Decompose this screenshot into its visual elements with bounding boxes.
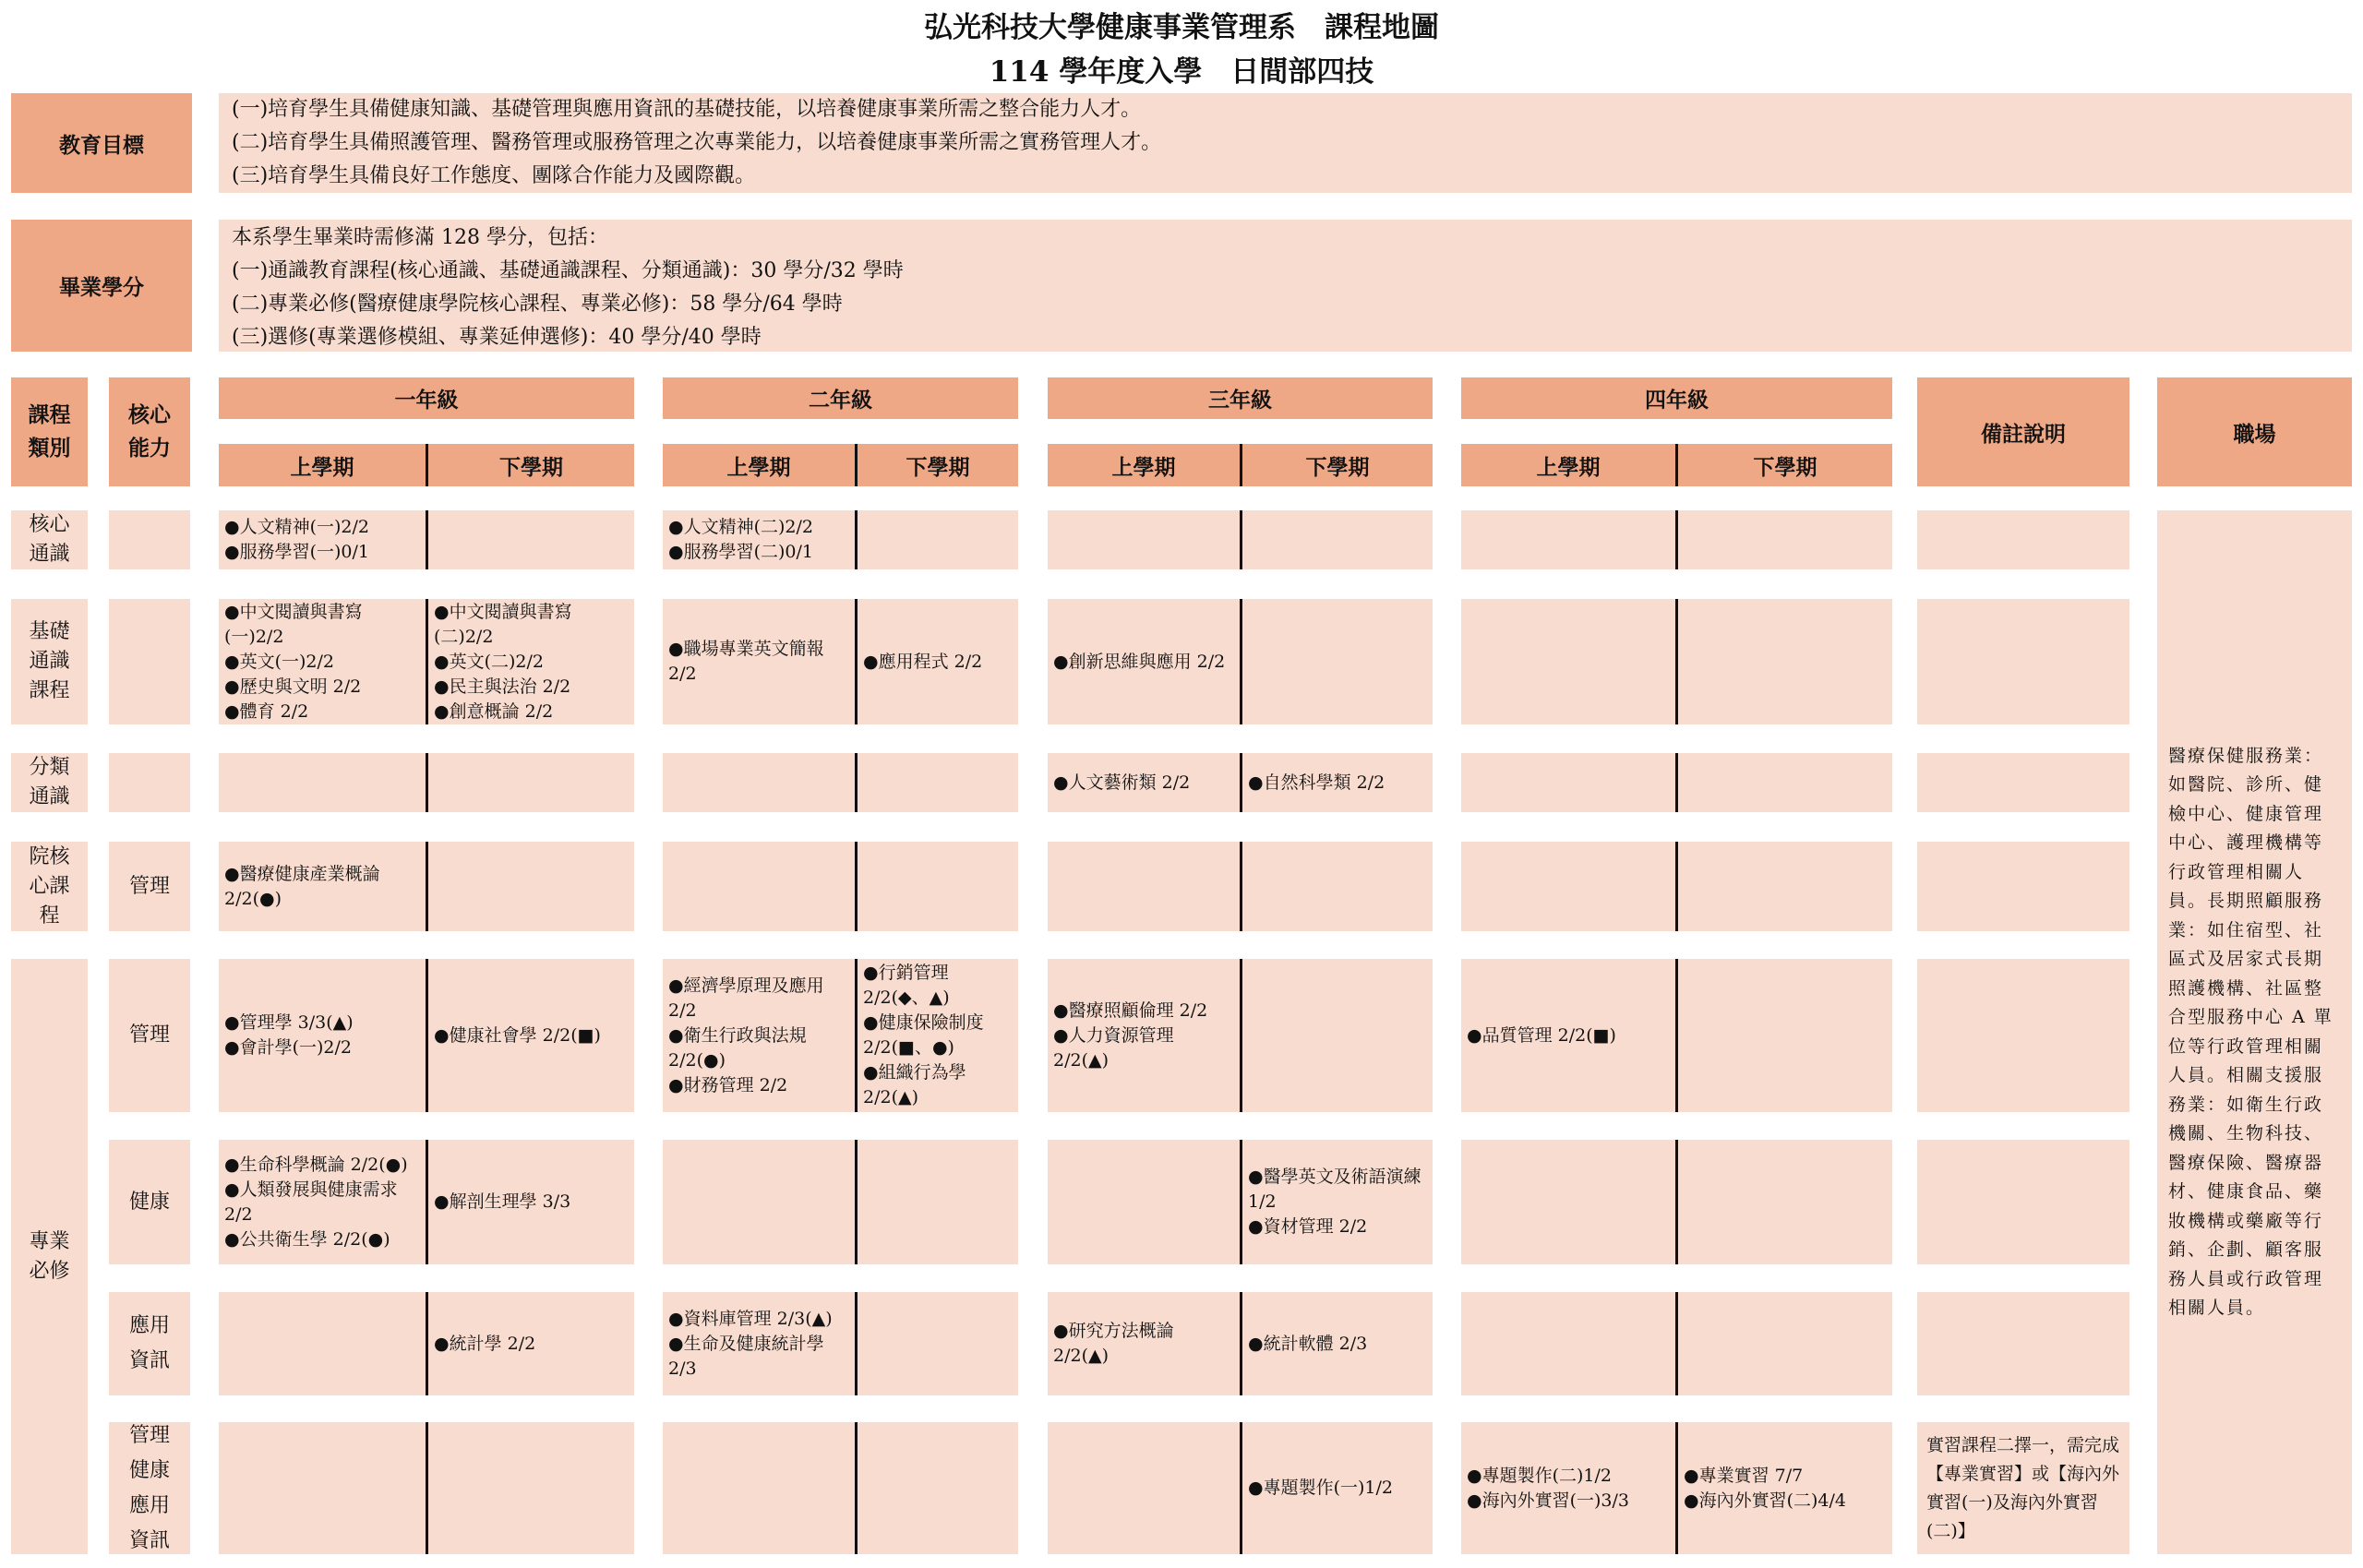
course-item: ●行銷管理 2/2(◆、▲)	[863, 963, 950, 1008]
semester-divider	[1240, 753, 1242, 812]
course-cell-r7-c7	[1678, 1292, 1892, 1395]
semester-divider	[855, 510, 858, 569]
header-y1-sem1: 上學期	[219, 444, 426, 486]
semester-divider	[855, 444, 858, 486]
course-cell-r3-c3	[858, 753, 1018, 812]
course-cell-r5-c2	[663, 959, 855, 1112]
course-cell-r7-c5	[1242, 1292, 1433, 1395]
course-item: ●資材管理 2/2	[1248, 1216, 1368, 1237]
semester-divider	[1675, 753, 1678, 812]
course-cell-r8-c6	[1461, 1422, 1675, 1554]
course-item: ●中文閱讀與書寫(一)2/2	[224, 601, 363, 647]
semester-divider	[1240, 1140, 1242, 1264]
semester-divider	[426, 959, 428, 1112]
course-cell-r3-c0	[219, 753, 426, 812]
course-item: ●統計學 2/2	[434, 1333, 536, 1354]
course-cell-r7-c4	[1048, 1292, 1240, 1395]
course-item: ●組織行為學 2/2(▲)	[863, 1062, 966, 1107]
course-cell-r6-c0	[219, 1140, 426, 1264]
page-subtitle: 114 學年度入學 日間部四技	[989, 55, 1374, 89]
course-cell-r1-c4	[1048, 510, 1240, 569]
semester-divider	[426, 842, 428, 931]
credit-line: (二)專業必修(醫療健康學院核心課程、專業必修)：58 學分/64 學時	[232, 293, 843, 316]
course-cell-r3-c5	[1242, 753, 1433, 812]
course-cell-r6-c7	[1678, 1140, 1892, 1264]
course-cell-r1-c5	[1242, 510, 1433, 569]
course-cell-r5-c6	[1461, 959, 1675, 1112]
course-cell-r1-c2	[663, 510, 855, 569]
semester-divider	[426, 444, 428, 486]
semester-divider	[1675, 510, 1678, 569]
semester-divider	[426, 510, 428, 569]
header-notes: 備註說明	[1917, 377, 2129, 486]
course-cell-r5-c1	[428, 959, 634, 1112]
semester-divider	[426, 1292, 428, 1395]
course-cell-r1-c1	[428, 510, 634, 569]
semester-divider	[426, 1140, 428, 1264]
course-item: ●體育 2/2	[224, 700, 309, 722]
page-title: 弘光科技大學健康事業管理系 課程地圖	[924, 11, 1439, 44]
course-item: ●健康社會學 2/2(■)	[434, 1024, 601, 1046]
course-item: ●品質管理 2/2(■)	[1467, 1024, 1616, 1046]
semester-divider	[1240, 842, 1242, 931]
course-cell-r2-c1	[428, 599, 634, 724]
course-cell-r1-c6	[1461, 510, 1675, 569]
course-item: ●會計學(一)2/2	[224, 1037, 352, 1058]
semester-divider	[1675, 959, 1678, 1112]
course-cell-r6-c5	[1242, 1140, 1433, 1264]
course-cell-r4-c6	[1461, 842, 1675, 931]
credits-label: 畢業學分	[11, 220, 192, 352]
course-cell-r5-c5	[1242, 959, 1433, 1112]
course-item: ●管理學 3/3(▲)	[224, 1012, 354, 1033]
course-item: ●服務學習(二)0/1	[668, 542, 813, 562]
course-cell-r8-c5	[1242, 1422, 1433, 1554]
note-cell	[1917, 842, 2129, 931]
course-item: ●人類發展與健康需求 2/2	[224, 1179, 398, 1225]
ability-health: 健康	[109, 1140, 190, 1264]
semester-divider	[426, 1422, 428, 1554]
header-y3-sem2: 下學期	[1242, 444, 1433, 486]
course-cell-r5-c3	[858, 959, 1018, 1112]
category-core-general: 核心通識	[11, 510, 88, 569]
course-cell-r8-c4	[1048, 1422, 1240, 1554]
course-cell-r7-c2	[663, 1292, 855, 1395]
header-y1-sem2: 下學期	[428, 444, 634, 486]
header-category: 課程類別	[11, 377, 88, 486]
course-cell-r7-c0	[219, 1292, 426, 1395]
semester-divider	[855, 1292, 858, 1395]
course-cell-r1-c3	[858, 510, 1018, 569]
course-item: ●英文(一)2/2	[224, 651, 334, 672]
course-item: ●專業實習 7/7	[1684, 1465, 1804, 1486]
course-item: ●民主與法治 2/2	[434, 676, 571, 697]
course-cell-r7-c1	[428, 1292, 634, 1395]
course-item: ●衛生行政與法規 2/2(●)	[668, 1024, 807, 1071]
course-item: ●公共衛生學 2/2(●)	[224, 1228, 390, 1250]
course-item: ●人力資源管理 2/2(▲)	[1053, 1024, 1174, 1071]
course-item: ●資料庫管理 2/3(▲)	[668, 1308, 833, 1329]
ability-management: 管理	[109, 959, 190, 1112]
course-cell-r2-c5	[1242, 599, 1433, 724]
semester-divider	[426, 753, 428, 812]
course-item: ●職場專業英文簡報 2/2	[668, 639, 824, 684]
semester-divider	[1675, 842, 1678, 931]
semester-divider	[1675, 1140, 1678, 1264]
semester-divider	[1240, 959, 1242, 1112]
semester-divider	[1240, 1422, 1242, 1554]
header-y4-sem1: 上學期	[1461, 444, 1675, 486]
course-item: ●創新思維與應用 2/2	[1053, 651, 1226, 672]
course-item: ●醫療健康產業概論 2/2(●)	[224, 863, 380, 909]
course-cell-r4-c0	[219, 842, 426, 931]
semester-divider	[1675, 444, 1678, 486]
course-cell-r4-c4	[1048, 842, 1240, 931]
semester-divider	[855, 753, 858, 812]
course-cell-r3-c4	[1048, 753, 1240, 812]
semester-divider	[1240, 1292, 1242, 1395]
course-cell-r8-c2	[663, 1422, 855, 1554]
category-college-core: 院核心課程	[11, 842, 88, 931]
semester-divider	[1675, 1292, 1678, 1395]
course-item: ●海內外實習(一)3/3	[1467, 1490, 1629, 1511]
course-cell-r7-c6	[1461, 1292, 1675, 1395]
course-cell-r4-c3	[858, 842, 1018, 931]
course-cell-r1-c0	[219, 510, 426, 569]
course-item: ●歷史與文明 2/2	[224, 676, 362, 697]
category-basic-general: 基礎通識課程	[11, 599, 88, 724]
course-item: ●海內外實習(二)4/4	[1684, 1490, 1846, 1511]
course-item: ●人文精神(二)2/2	[668, 517, 813, 537]
note-internship: 實習課程二擇一，需完成【專業實習】或【海內外實習(一)及海內外實習(二)】	[1917, 1422, 2129, 1554]
objective-line: (二)培育學生具備照護管理、醫務管理或服務管理之次專業能力，以培養健康事業所需之實務管理人才。	[232, 131, 1162, 154]
course-cell-r5-c7	[1678, 959, 1892, 1112]
category-classified-general: 分類通識	[11, 753, 88, 812]
course-cell-r3-c2	[663, 753, 855, 812]
objectives-box	[219, 93, 2352, 193]
semester-divider	[855, 959, 858, 1112]
course-cell-r5-c0	[219, 959, 426, 1112]
course-cell-r6-c1	[428, 1140, 634, 1264]
header-ability: 核心能力	[109, 377, 190, 486]
course-cell-r6-c4	[1048, 1140, 1240, 1264]
semester-divider	[1240, 599, 1242, 724]
course-cell-r2-c0	[219, 599, 426, 724]
course-cell-r2-c7	[1678, 599, 1892, 724]
header-y2-sem2: 下學期	[858, 444, 1018, 486]
note-cell	[1917, 753, 2129, 812]
semester-divider	[1240, 510, 1242, 569]
header-y4-sem2: 下學期	[1678, 444, 1892, 486]
note-cell	[1917, 599, 2129, 724]
course-item: ●人文藝術類 2/2	[1053, 772, 1191, 793]
course-cell-r5-c4	[1048, 959, 1240, 1112]
course-cell-r2-c3	[858, 599, 1018, 724]
header-year-1: 一年級	[219, 377, 634, 419]
course-cell-r1-c7	[1678, 510, 1892, 569]
course-cell-r4-c2	[663, 842, 855, 931]
workplace-description: 醫療保健服務業：如醫院、診所、健檢中心、健康管理中心、護理機構等行政管理相關人員。長期照顧服務業：如住宿型、社區式及居家式長期照護機構、社區整合型服務中心 A 單位等行政管理相關人員。相關支援服務業：如衛生行政機關、生物科技、醫療保險、醫療器材、健康食品、藥妝機構或藥廠等行銷、企劃、顧客服務人員或行政管理相關人員。	[2157, 510, 2352, 1554]
ability-empty	[109, 599, 190, 724]
objectives-label: 教育目標	[11, 93, 192, 193]
course-item: ●統計軟體 2/3	[1248, 1333, 1368, 1354]
course-item: ●醫療照顧倫理 2/2	[1053, 999, 1208, 1021]
header-y2-sem1: 上學期	[663, 444, 855, 486]
header-workplace: 職場	[2157, 377, 2352, 486]
course-cell-r2-c2	[663, 599, 855, 724]
course-cell-r8-c7	[1678, 1422, 1892, 1554]
semester-divider	[1675, 1422, 1678, 1554]
course-cell-r3-c1	[428, 753, 634, 812]
course-cell-r6-c6	[1461, 1140, 1675, 1264]
semester-divider	[426, 599, 428, 724]
note-cell	[1917, 959, 2129, 1112]
objective-line: (三)培育學生具備良好工作態度、團隊合作能力及國際觀。	[232, 164, 756, 187]
course-cell-r7-c3	[858, 1292, 1018, 1395]
course-cell-r2-c6	[1461, 599, 1675, 724]
course-cell-r4-c5	[1242, 842, 1433, 931]
course-item: ●解剖生理學 3/3	[434, 1191, 571, 1212]
header-y3-sem1: 上學期	[1048, 444, 1240, 486]
credit-line: (一)通識教育課程(核心通識、基礎通識課程、分類通識)：30 學分/32 學時	[232, 259, 904, 282]
semester-divider	[855, 1140, 858, 1264]
course-item: ●財務管理 2/2	[668, 1074, 788, 1095]
ability-empty	[109, 753, 190, 812]
course-cell-r8-c3	[858, 1422, 1018, 1554]
header-year-2: 二年級	[663, 377, 1018, 419]
note-cell	[1917, 1140, 2129, 1264]
note-cell	[1917, 510, 2129, 569]
course-item: ●研究方法概論 2/2(▲)	[1053, 1321, 1174, 1366]
credits-box	[219, 220, 2352, 352]
course-cell-r4-c1	[428, 842, 634, 931]
credit-line: 本系學生畢業時需修滿 128 學分，包括：	[232, 226, 608, 249]
objective-line: (一)培育學生具備健康知識、基礎管理與應用資訊的基礎技能，以培養健康事業所需之整合能力人才。	[232, 98, 1142, 121]
ability-empty	[109, 510, 190, 569]
header-year-4: 四年級	[1461, 377, 1892, 419]
semester-divider	[1675, 599, 1678, 724]
course-item: ●經濟學原理及應用 2/2	[668, 975, 824, 1021]
course-cell-r4-c7	[1678, 842, 1892, 931]
ability-integrated: 管理健康應用資訊	[109, 1422, 190, 1554]
ability-applied-it: 應用資訊	[109, 1292, 190, 1395]
course-item: ●自然科學類 2/2	[1248, 772, 1385, 793]
credit-line: (三)選修(專業選修模組、專業延伸選修)：40 學分/40 學時	[232, 326, 762, 349]
note-cell	[1917, 1292, 2129, 1395]
course-cell-r3-c7	[1678, 753, 1892, 812]
course-item: ●人文精神(一)2/2	[224, 517, 369, 537]
course-item: ●醫學英文及術語演練 1/2	[1248, 1167, 1421, 1212]
course-item: ●英文(二)2/2	[434, 651, 544, 672]
course-item: ●專題製作(二)1/2	[1467, 1465, 1612, 1486]
course-item: ●專題製作(一)1/2	[1248, 1478, 1393, 1498]
course-item: ●應用程式 2/2	[863, 651, 983, 672]
semester-divider	[855, 842, 858, 931]
course-cell-r8-c1	[428, 1422, 634, 1554]
course-item: ●生命及健康統計學 2/3	[668, 1333, 824, 1379]
course-item: ●健康保險制度 2/2(■、●)	[863, 1012, 984, 1058]
category-major-required: 專業必修	[11, 959, 88, 1554]
course-cell-r6-c3	[858, 1140, 1018, 1264]
course-item: ●中文閱讀與書寫(二)2/2	[434, 601, 572, 647]
course-item: ●生命科學概論 2/2(●)	[224, 1154, 408, 1175]
semester-divider	[855, 599, 858, 724]
course-item: ●服務學習(一)0/1	[224, 542, 369, 562]
course-cell-r2-c4	[1048, 599, 1240, 724]
ability-college-management: 管理	[109, 842, 190, 931]
course-cell-r3-c6	[1461, 753, 1675, 812]
semester-divider	[1240, 444, 1242, 486]
course-cell-r8-c0	[219, 1422, 426, 1554]
semester-divider	[855, 1422, 858, 1554]
course-item: ●創意概論 2/2	[434, 700, 554, 722]
header-year-3: 三年級	[1048, 377, 1433, 419]
course-cell-r6-c2	[663, 1140, 855, 1264]
